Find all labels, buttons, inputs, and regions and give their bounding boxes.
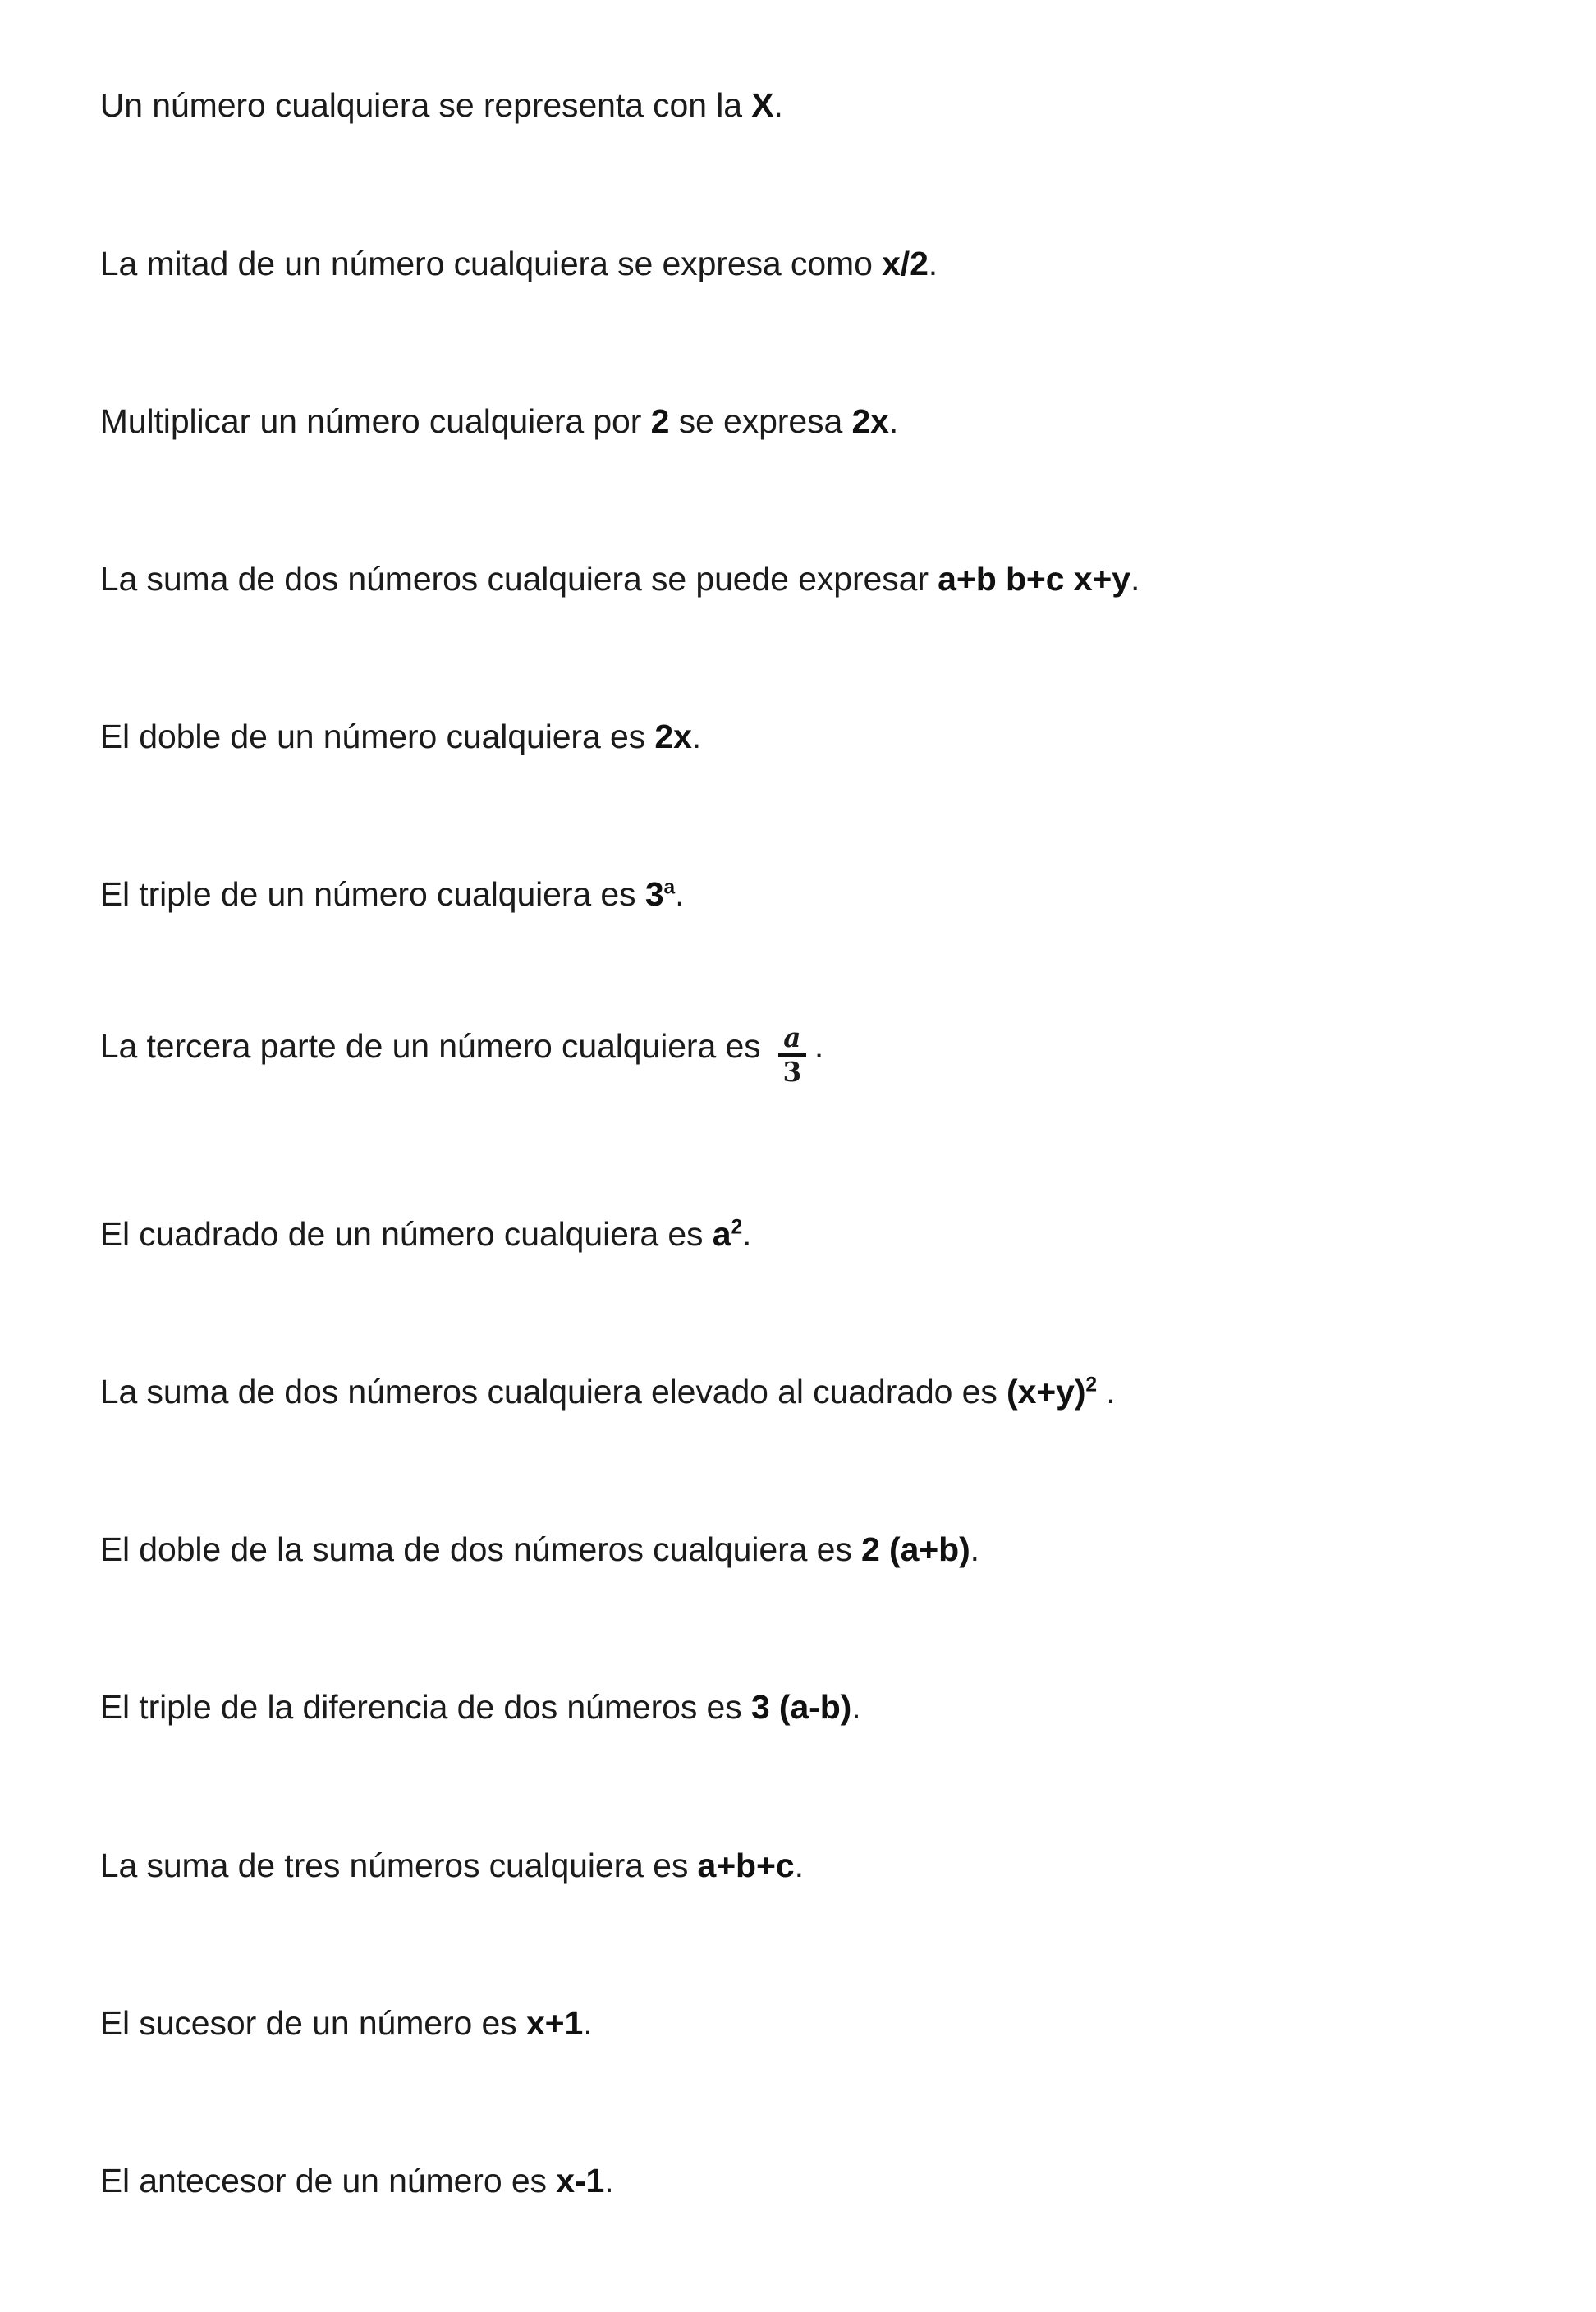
statement-suma-al-cuadrado — [44, 1333, 1547, 1452]
statement-suma-tres-numeros — [44, 1805, 1547, 1924]
algebraic-expression-base: a — [712, 1215, 732, 1254]
algebraic-expression: X — [751, 86, 774, 125]
fraction-denominator: 3 — [782, 1056, 802, 1089]
algebraic-expression: 2 (a+b) — [861, 1530, 970, 1569]
fraction-numerator: a — [783, 1021, 801, 1053]
statement-numero-cualquiera — [44, 46, 1547, 165]
statement-text-before: Un número cualquiera se representa con la — [99, 86, 752, 125]
statement-text-after: . — [583, 2003, 593, 2042]
statement-text-before: El triple de la diferencia de dos números es — [99, 1688, 751, 1727]
algebraic-expression-superscript: 2 — [1085, 1374, 1097, 1397]
statement-text-before: La suma de dos números cualquiera se puede expresar — [99, 559, 938, 598]
statement-cuadrado — [44, 1175, 1547, 1294]
algebraic-expression-base: 3 — [644, 875, 664, 913]
statement-text-before: La mitad de un número cualquiera se expresa como — [99, 244, 883, 282]
statement-triple — [44, 835, 1547, 954]
algebraic-expression: a+b b+c x+y — [938, 559, 1130, 598]
statement-text-before: El cuadrado de un número cualquiera es — [99, 1215, 713, 1254]
statement-suma-dos-numeros — [44, 519, 1547, 638]
statement-triple-de-la-diferencia — [44, 1648, 1547, 1767]
statement-multiplicar-por-dos — [44, 361, 1547, 480]
algebraic-expression: 3 (a-b) — [750, 1688, 852, 1727]
statement-text-before: El antecesor de un número es — [99, 2161, 557, 2200]
statement-sucesor — [44, 1963, 1547, 2082]
statement-text-before: El doble de un número cualquiera es — [99, 717, 655, 755]
statement-text-after: . — [675, 875, 685, 913]
statement-text-after: . — [691, 717, 702, 755]
algebraic-expression: 2x — [654, 717, 692, 755]
statement-text-after: . — [1130, 559, 1140, 598]
statement-antecesor — [44, 2121, 1547, 2240]
algebraic-expression: a+b+c — [697, 1846, 795, 1884]
statement-text-before: Multiplicar un número cualquiera por — [99, 401, 651, 440]
statement-text-after: . — [888, 401, 899, 440]
statement-text-after: . — [794, 1846, 804, 1884]
statement-text-before: El doble de la suma de dos números cualquiera es — [99, 1530, 862, 1569]
algebraic-expression: x/2 — [882, 244, 929, 282]
statement-text-after: . — [928, 244, 938, 282]
statement-text-before: La suma de tres números cualquiera es — [99, 1846, 698, 1884]
statement-mitad — [44, 204, 1547, 323]
statement-text-before: El triple de un número cualquiera es — [99, 875, 645, 913]
algebraic-expression: x-1 — [556, 2161, 605, 2200]
statement-list — [44, 46, 1547, 2241]
statement-text-after: . — [814, 1027, 824, 1066]
statement-text-after: . — [851, 1688, 861, 1727]
statement-doble — [44, 677, 1547, 796]
statement-text-after: . — [1096, 1373, 1116, 1411]
algebraic-expression-superscript: a — [663, 876, 676, 899]
statement-text-after: . — [970, 1530, 979, 1569]
statement-text-middle: se expresa — [669, 401, 852, 440]
fraction-a-over-3 — [778, 1021, 806, 1089]
statement-doble-de-la-suma — [44, 1490, 1547, 1609]
statement-text-before: La tercera parte de un número cualquiera es — [99, 1027, 770, 1066]
statement-tercera-parte — [44, 987, 1547, 1139]
algebraic-expression: x+1 — [525, 2003, 584, 2042]
algebraic-expression-factor: 2 — [650, 401, 670, 440]
statement-text-after: . — [773, 86, 783, 125]
statement-text-before: El sucesor de un número es — [99, 2003, 526, 2042]
algebraic-expression: 2x — [851, 401, 889, 440]
statement-text-before: La suma de dos números cualquiera elevado al cuadrado es — [99, 1373, 1007, 1411]
statement-text-after: . — [742, 1215, 752, 1254]
algebraic-expression-base: (x+y) — [1007, 1373, 1086, 1411]
algebraic-expression-superscript: 2 — [731, 1216, 743, 1239]
statement-text-after: . — [604, 2161, 614, 2200]
